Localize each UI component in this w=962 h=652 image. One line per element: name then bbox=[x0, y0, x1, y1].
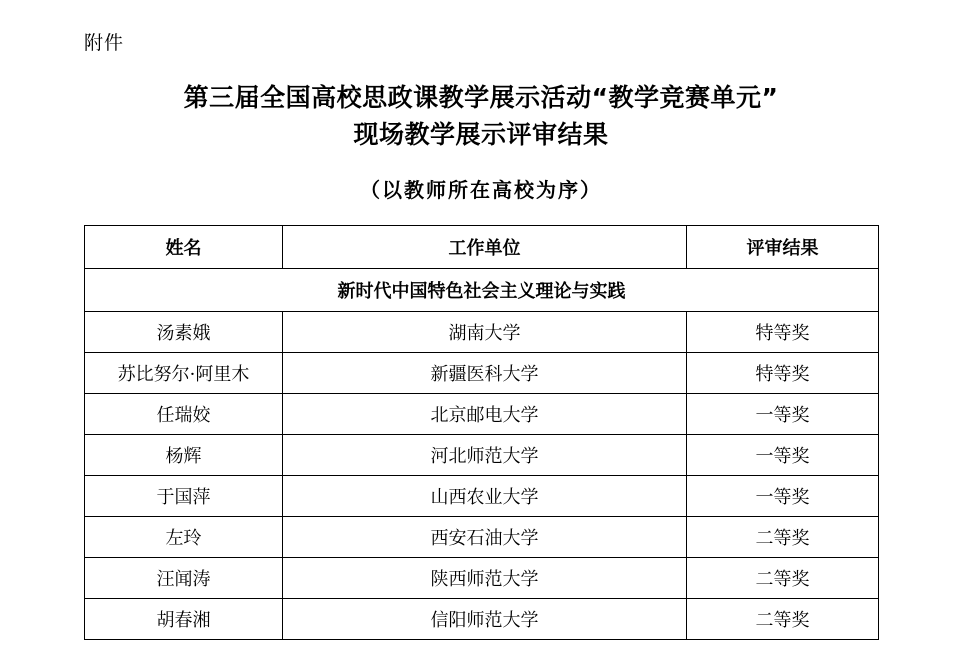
table-body bbox=[85, 268, 879, 639]
cell-result: 二等奖 bbox=[687, 557, 879, 598]
table-row bbox=[85, 598, 879, 639]
cell-name: 于国萍 bbox=[85, 475, 283, 516]
cell-name: 任瑞姣 bbox=[85, 393, 283, 434]
page-title bbox=[84, 79, 878, 154]
cell-unit: 陕西师范大学 bbox=[283, 557, 687, 598]
page-title-line-2: 现场教学展示评审结果 bbox=[353, 120, 609, 150]
cell-result: 特等奖 bbox=[687, 311, 879, 352]
cell-unit: 湖南大学 bbox=[283, 311, 687, 352]
table-section-title: 新时代中国特色社会主义理论与实践 bbox=[85, 268, 879, 311]
cell-result: 一等奖 bbox=[687, 475, 879, 516]
table-header bbox=[85, 225, 879, 268]
results-table bbox=[84, 225, 879, 640]
table-section-row bbox=[85, 268, 879, 311]
table-row bbox=[85, 352, 879, 393]
attachment-label: 附件 bbox=[84, 32, 125, 54]
column-header-name: 姓名 bbox=[85, 225, 283, 268]
column-header-unit: 工作单位 bbox=[283, 225, 687, 268]
table-row bbox=[85, 434, 879, 475]
cell-result: 一等奖 bbox=[687, 393, 879, 434]
cell-result: 特等奖 bbox=[687, 352, 879, 393]
cell-name: 杨辉 bbox=[85, 434, 283, 475]
cell-result: 一等奖 bbox=[687, 434, 879, 475]
cell-unit: 信阳师范大学 bbox=[283, 598, 687, 639]
table-row bbox=[85, 393, 879, 434]
cell-result: 二等奖 bbox=[687, 598, 879, 639]
table-row bbox=[85, 516, 879, 557]
cell-name: 汤素娥 bbox=[85, 311, 283, 352]
cell-result: 二等奖 bbox=[687, 516, 879, 557]
cell-name: 汪闻涛 bbox=[85, 557, 283, 598]
table-header-row bbox=[85, 225, 879, 268]
cell-unit: 山西农业大学 bbox=[283, 475, 687, 516]
page-title-line-1: 第三届全国高校思政课教学展示活动“教学竞赛单元” bbox=[183, 82, 779, 112]
table-row bbox=[85, 311, 879, 352]
column-header-result: 评审结果 bbox=[687, 225, 879, 268]
table-row bbox=[85, 557, 879, 598]
table-row bbox=[85, 475, 879, 516]
cell-unit: 新疆医科大学 bbox=[283, 352, 687, 393]
cell-unit: 河北师范大学 bbox=[283, 434, 687, 475]
cell-unit: 西安石油大学 bbox=[283, 516, 687, 557]
cell-unit: 北京邮电大学 bbox=[283, 393, 687, 434]
cell-name: 胡春湘 bbox=[85, 598, 283, 639]
cell-name: 左玲 bbox=[85, 516, 283, 557]
page-subtitle: （以教师所在高校为序） bbox=[360, 177, 602, 202]
cell-name: 苏比努尔·阿里木 bbox=[85, 352, 283, 393]
